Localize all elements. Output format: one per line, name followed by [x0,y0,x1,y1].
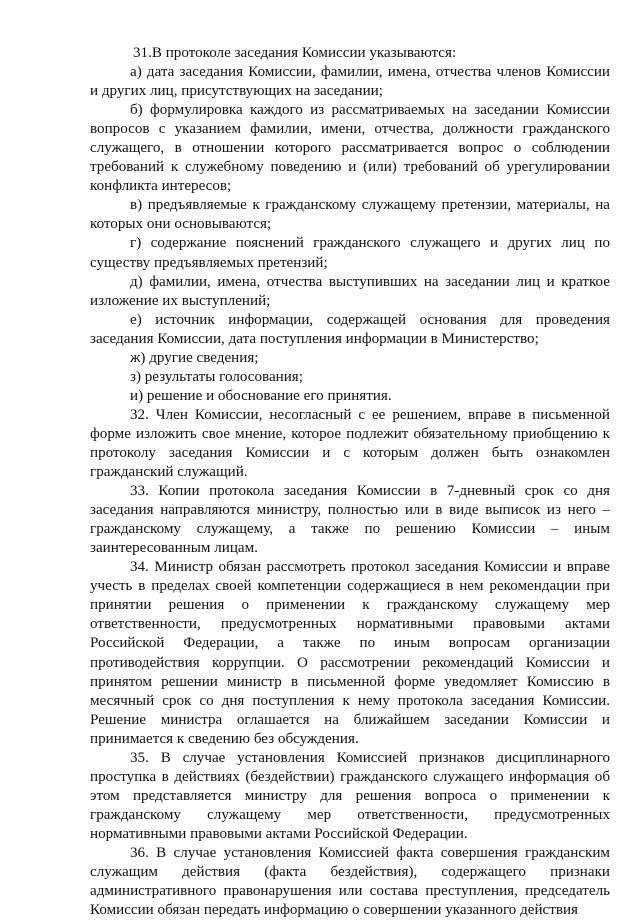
clause-31-item-e: е) источник информации, содержащей основания для проведения заседания Комиссии, дата поступления информации в Министерство; [90,311,610,347]
clause-36: 36. В случае установления Комиссией факта совершения гражданским служащим действия (факта бездействия), содержащего признаки административного правонарушения или состава преступления, председатель Комиссии обязан передать информацию о совершении указанного действия [90,844,610,919]
clause-32: 32. Член Комиссии, несогласный с ее решением, вправе в письменной форме изложить свое мнение, которое подлежит обязательному приобщению к протоколу заседания Комиссии и с которым должен быть ознакомлен гражданский служащий. [90,406,610,481]
clause-33: 33. Копии протокола заседания Комиссии в 7-дневный срок со дня заседания направляются министру, полностью или в виде выписок из него – гражданскому служащему, а также по решению Комиссии – иным заинтересованным лицам. [90,483,610,557]
clause-31-item-zh: ж) другие сведения; [130,349,259,366]
clause-31-item-i: и) решение и обоснование его принятия. [130,387,392,404]
clause-31-item-g: г) содержание пояснений гражданского служащего и других лиц по существу предъявляемых претензий; [90,235,610,271]
clause-31-item-v: в) предъявляемые к гражданскому служащему претензии, материалы, на которых они основываются; [90,197,610,233]
clause-31-item-z: з) результаты голосования; [130,368,303,385]
clause-35: 35. В случае установления Комиссией признаков дисциплинарного проступка в действиях (бездействии) гражданского служащего информация об этом представляется министру для решения вопроса о применении к гражданскому служащему мер ответственности, предусмотренных нормативными правовыми актами Российской Федерации. [90,749,610,842]
clause-31-item-b: б) формулировка каждого из рассматриваемых на заседании Комиссии вопросов с указанием фамилии, имени, отчества, должности гражданского служащего, в отношении которого рассматривается вопрос о соблюдении требований к служебному поведению и (или) требований об урегулировании конфликта интересов; [90,102,610,195]
clause-34: 34. Министр обязан рассмотреть протокол заседания Комиссии и вправе учесть в пределах своей компетенции содержащиеся в нем рекомендации при принятии решения о применении к гражданскому служащему мер ответственности, предусмотренных нормативными правовыми актами Российской Федерации, а также по иным вопросам организации противодействия коррупции. О рассмотрении рекомендаций Комиссии и принятом решении министр в письменной форме уведомляет Комиссию в месячный срок со дня поступления к нему протокола заседания Комиссии. Решение министра оглашается на ближайшем заседании Комиссии и принимается к сведению без обсуждения. [90,559,610,747]
clause-31-item-a: а) дата заседания Комиссии, фамилии, имена, отчества членов Комиссии и других лиц, присутствующих на заседании; [90,64,610,100]
clause-31-heading: 31.В протоколе заседания Комиссии указываются: [133,45,457,61]
clause-31-item-d: д) фамилии, имена, отчества выступивших на заседании лиц и краткое изложение их выступлений; [90,273,610,309]
